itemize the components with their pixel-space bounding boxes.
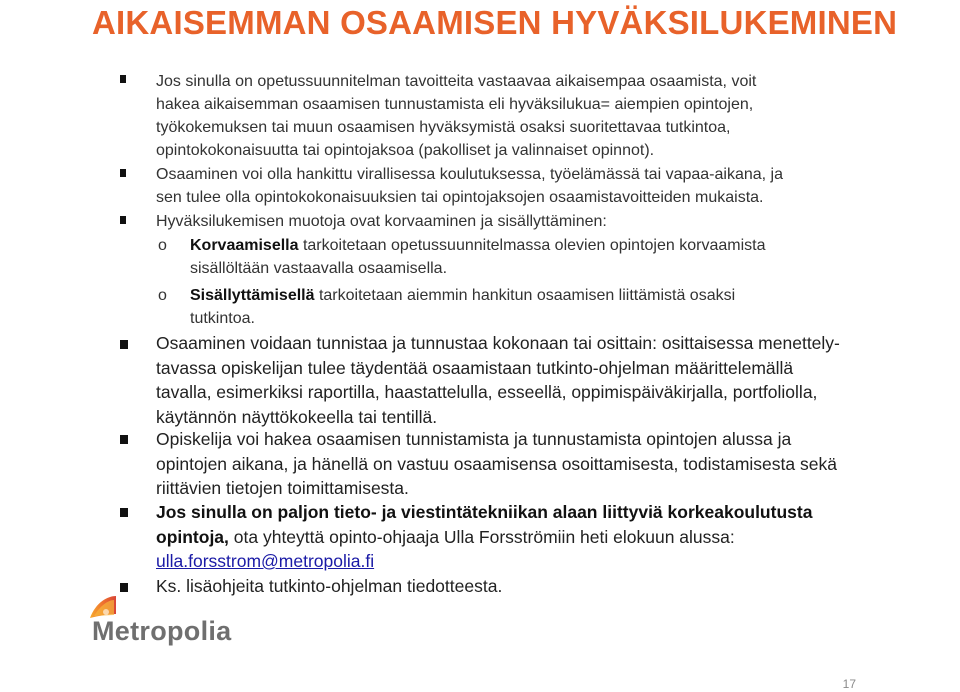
bullet-line: käytännön näyttökokeella tai tentillä. <box>156 406 438 427</box>
sub-bullet-text: tarkoitetaan opetussuunnitelmassa olevien opintojen korvaamista <box>298 237 766 254</box>
sub-bullet-text: tarkoitetaan aiemmin hankitun osaamisen liittämistä osaksi <box>314 287 736 304</box>
bullet-line: sen tulee olla opintokokonaisuuksien tai opintojaksojen osaamistavoitteiden mukaista. <box>156 189 764 206</box>
bullet-line: riittävien tietojen toimittamisesta. <box>156 478 409 498</box>
bullet-line: opintojen aikana, ja hänellä on vastuu osaamisensa osoittamisesta, todistamisesta sekä <box>156 453 837 474</box>
bullet-marker <box>120 169 126 177</box>
bullet-line: työkokemuksen tai muun osaamisen hyväksymistä osaksi suoritettavaa tutkintoa, <box>156 119 731 136</box>
page-number: 17 <box>842 677 856 691</box>
slide-title: AIKAISEMMAN OSAAMISEN HYVÄKSILUKEMINEN <box>92 4 898 41</box>
bullet-line: Opiskelija voi hakea osaamisen tunnistamista ja tunnustamista opintojen alussa ja <box>156 429 792 449</box>
bullet-line: Osaaminen voi olla hankittu virallisessa koulutuksessa, työelämässä tai vapaa-aikana, ja <box>156 166 783 183</box>
metropolia-logo-text: Metropolia <box>92 616 232 646</box>
bullet-line: Hyväksilukemisen muotoja ovat korvaaminen ja sisällyttäminen: <box>156 213 607 230</box>
bullet-line: Jos sinulla on opetussuunnitelman tavoitteita vastaavaa aikaisempaa osaamista, voit <box>156 73 757 90</box>
bullet-marker <box>120 340 128 349</box>
bullet-marker <box>120 435 128 444</box>
bullet-line: Osaaminen voidaan tunnistaa ja tunnustaa kokonaan tai osittain: osittaisessa menettely- <box>156 333 840 353</box>
sub-bullet-line: sisällöltään vastaavalla osaamisella. <box>190 260 448 277</box>
sub-bullet-marker: o <box>158 287 167 304</box>
sub-bullet-line: tutkintoa. <box>190 310 255 327</box>
bullet-line: tavassa opiskelijan tulee täydentää osaamistaan tutkinto-ohjelman määrittelemällä <box>156 357 794 378</box>
bullet-line: opintokokonaisuutta tai opintojaksoa (pakolliset ja valinnaiset opinnot). <box>156 142 655 159</box>
bullet-line: tavalla, esimerkiksi raportilla, haastattelulla, esseellä, oppimispäiväkirjalla, portfoliolla, <box>156 382 818 402</box>
sub-bullet-marker: o <box>158 237 167 254</box>
bullet-line: hakea aikaisemman osaamisen tunnustamista eli hyväksilukua= aiempien opintojen, <box>156 96 754 113</box>
bullet-marker <box>120 75 126 83</box>
bullet-marker <box>120 216 126 224</box>
bullet-line-bold: Jos sinulla on paljon tieto- ja viestintätekniikan alaan liittyviä korkeakoulutusta <box>156 502 813 522</box>
term-korvaaminen: Korvaamisella <box>190 237 299 254</box>
email-link[interactable]: ulla.forsstrom@metropolia.fi <box>156 551 375 571</box>
bullet-text: ota yhteyttä opinto-ohjaaja Ulla Forsströmiin heti elokuun alussa: <box>228 526 735 547</box>
term-sisallyttaminen: Sisällyttämisellä <box>190 287 315 304</box>
bullet-line: Ks. lisäohjeita tutkinto-ohjelman tiedotteesta. <box>156 576 503 596</box>
bullet-bold-text: opintoja, <box>156 526 229 547</box>
bullet-marker <box>120 508 128 517</box>
